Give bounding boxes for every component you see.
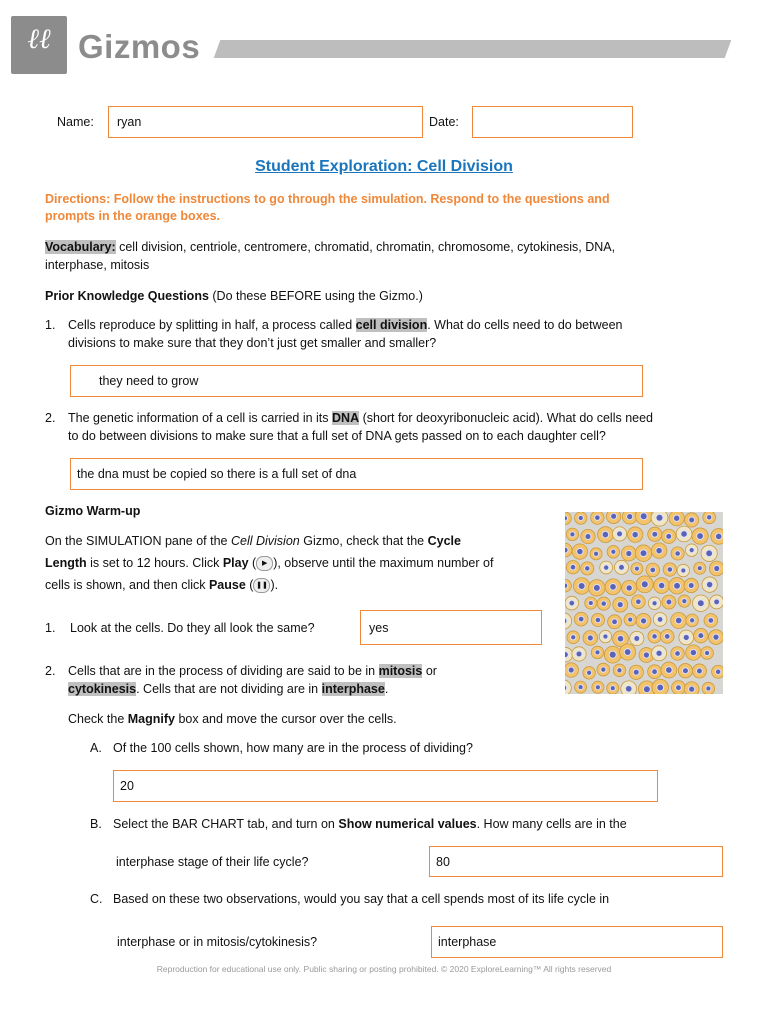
part-c-answer-field[interactable]: interphase: [431, 926, 723, 958]
cell-nucleus: [617, 601, 623, 607]
cell-nucleus: [624, 649, 631, 656]
cell-nucleus: [578, 685, 583, 690]
cell-nucleus: [576, 651, 582, 657]
cell-nucleus: [578, 583, 585, 590]
cell-nucleus: [565, 516, 568, 521]
cell-nucleus: [674, 582, 681, 589]
cell-nucleus: [688, 582, 694, 588]
cell-nucleus: [609, 651, 616, 658]
cell-nucleus: [626, 550, 632, 556]
cell-nucleus: [715, 669, 720, 674]
cell-nucleus: [690, 649, 696, 655]
q1-answer-field[interactable]: they need to grow: [70, 365, 643, 397]
cell-nucleus: [641, 581, 648, 588]
cell-nucleus: [698, 633, 704, 639]
cell-nucleus: [617, 531, 623, 537]
cell-nucleus: [708, 618, 714, 624]
cell-nucleus: [676, 685, 682, 691]
cell-nucleus: [683, 634, 689, 640]
vocabulary-line-2: interphase, mitosis: [45, 258, 150, 272]
cell-nucleus: [713, 634, 719, 640]
cell-nucleus: [652, 531, 658, 537]
cell-nucleus: [714, 599, 720, 605]
play-icon: ▶: [256, 556, 273, 571]
cell-nucleus: [657, 617, 663, 623]
warmup-heading: Gizmo Warm-up: [45, 504, 141, 518]
cell-nucleus: [689, 548, 694, 553]
part-a-text: Of the 100 cells shown, how many are in the process of dividing?: [113, 741, 473, 755]
w1-text: Look at the cells. Do they all look the same?: [70, 621, 315, 635]
cell-nucleus: [617, 668, 622, 673]
cell-nucleus: [594, 551, 599, 556]
part-c-label: C.: [90, 892, 103, 906]
cells-simulation-image: [565, 512, 723, 694]
q2-number: 2.: [45, 411, 56, 425]
q1-text-line-1: Cells reproduce by splitting in half, a process called cell division. What do cells need to do between: [68, 318, 623, 332]
q1-text-line-2: divisions to make sure that they don’t just get smaller and smaller?: [68, 336, 437, 350]
cell-nucleus: [640, 550, 647, 557]
cell-nucleus: [643, 686, 650, 693]
w2-text-line-2: cytokinesis. Cells that are not dividing are in interphase.: [68, 682, 389, 696]
part-a-answer-field[interactable]: 20: [113, 770, 658, 802]
cell-nucleus: [656, 650, 662, 656]
cell-nucleus: [595, 617, 601, 623]
cell-nucleus: [588, 601, 593, 606]
cell-nucleus: [570, 564, 576, 570]
cell-nucleus: [633, 669, 639, 675]
cell-nucleus: [675, 551, 681, 557]
cell-nucleus: [706, 581, 712, 587]
part-b-answer-field[interactable]: 80: [429, 846, 723, 877]
cell-nucleus: [601, 601, 607, 607]
cell-nucleus: [568, 667, 574, 673]
cell-nucleus: [666, 667, 673, 674]
cell-nucleus: [584, 566, 590, 572]
q2-text-line-2: to do between divisions to make sure that a full set of DNA gets passed on to each daughter cell?: [68, 429, 606, 443]
part-b-text-line-2: interphase stage of their life cycle?: [116, 855, 309, 869]
brand-name: Gizmos: [78, 28, 201, 65]
cell-nucleus: [706, 686, 711, 691]
page-title: Student Exploration: Cell Division: [255, 158, 513, 175]
cell-nucleus: [652, 634, 658, 640]
part-a-label: A.: [90, 741, 102, 755]
prior-knowledge-heading: Prior Knowledge Questions (Do these BEFORE using the Gizmo.): [45, 289, 423, 303]
part-b-text-line-1: Select the BAR CHART tab, and turn on Show numerical values. How many cells are in the: [113, 817, 627, 831]
cell-nucleus: [697, 600, 704, 607]
cell-nucleus: [704, 650, 709, 655]
q2-answer-field[interactable]: the dna must be copied so there is a full set of dna: [70, 458, 643, 490]
cell-nucleus: [610, 583, 617, 590]
cell-nucleus: [595, 515, 601, 521]
pause-icon: ❚❚: [253, 578, 270, 593]
el-logo-icon: ℓℓ: [27, 22, 51, 55]
cell-nucleus: [626, 585, 632, 591]
cell-nucleus: [632, 531, 638, 537]
part-c-text-line-1: Based on these two observations, would you say that a cell spends most of its life cycle in: [113, 892, 610, 906]
cell-nucleus: [666, 599, 672, 605]
w1-answer-field[interactable]: yes: [360, 610, 542, 645]
cell-nucleus: [707, 515, 712, 520]
cell-nucleus: [595, 685, 600, 690]
directions-line-1: Directions: Follow the instructions to go through the simulation. Respond to the questions and: [45, 192, 610, 206]
cell-nucleus: [706, 550, 713, 557]
cell-nucleus: [650, 567, 656, 573]
cell-nucleus: [640, 618, 646, 624]
cell-nucleus: [643, 652, 649, 658]
cell-nucleus: [652, 669, 658, 675]
cell-nucleus: [656, 514, 663, 521]
cell-nucleus: [571, 635, 576, 640]
part-b-label: B.: [90, 817, 102, 831]
cell-nucleus: [689, 618, 694, 623]
warmup-line-2: Length is set to 12 hours. Click Play ( ▶ ), observe until the maximum number of: [45, 556, 494, 570]
header-bar: [214, 40, 732, 58]
cell-nucleus: [640, 513, 647, 520]
cell-nucleus: [697, 533, 704, 540]
cell-nucleus: [696, 668, 702, 674]
cell-nucleus: [697, 566, 702, 571]
cell-nucleus: [681, 531, 688, 538]
cell-nucleus: [689, 517, 695, 523]
cell-nucleus: [664, 634, 670, 640]
cell-nucleus: [565, 652, 568, 658]
cell-nucleus: [673, 515, 679, 521]
copyright-footer: Reproduction for educational use only. Public sharing or posting prohibited. © 2020 ExploreLearning™ All rights reserved: [156, 964, 612, 974]
cell-nucleus: [666, 533, 672, 539]
cell-nucleus: [657, 684, 664, 691]
cell-nucleus: [658, 582, 665, 589]
directions-line-2: prompts in the orange boxes.: [45, 209, 221, 223]
cell-nucleus: [570, 532, 575, 537]
cell-nucleus: [652, 601, 657, 606]
cell-nucleus: [593, 584, 600, 591]
cell-nucleus: [603, 565, 608, 570]
cell-nucleus: [587, 635, 593, 641]
cell-nucleus: [602, 531, 609, 538]
date-field[interactable]: [472, 106, 633, 138]
cell-nucleus: [565, 583, 568, 588]
q2-text-line-1: The genetic information of a cell is carried in its DNA (short for deoxyribonucleic acid). What do cells need: [68, 411, 653, 425]
w2-text-line-1: Cells that are in the process of dividing are said to be in mitosis or: [68, 664, 437, 678]
cell-nucleus: [675, 651, 681, 657]
cell-nucleus: [627, 514, 633, 520]
vocabulary-line-1: Vocabulary: cell division, centriole, centromere, chromatid, chromatin, chromosome, cytokinesis, DNA,: [45, 240, 616, 254]
w2-number: 2.: [45, 664, 56, 678]
cell-nucleus: [656, 547, 663, 554]
cell-nucleus: [628, 617, 633, 622]
cell-nucleus: [585, 534, 591, 540]
cell-nucleus: [682, 599, 687, 604]
warmup-line-1: On the SIMULATION pane of the Cell Division Gizmo, check that the Cycle: [45, 534, 461, 548]
cell-nucleus: [634, 566, 639, 571]
warmup-line-3: cells is shown, and then click Pause ( ❚❚ ).: [45, 578, 279, 592]
cell-nucleus: [578, 515, 583, 520]
cell-nucleus: [617, 635, 624, 642]
cell-nucleus: [715, 533, 722, 540]
cell-nucleus: [610, 686, 615, 691]
cell-nucleus: [595, 650, 600, 655]
cell-nucleus: [714, 565, 720, 571]
w1-number: 1.: [45, 621, 56, 635]
cell-nucleus: [625, 685, 632, 692]
cell-nucleus: [601, 667, 606, 672]
cell-nucleus: [675, 617, 682, 624]
part-c-text-line-2: interphase or in mitosis/cytokinesis?: [117, 935, 318, 949]
cell-nucleus: [578, 616, 584, 622]
q1-number: 1.: [45, 318, 56, 332]
cell-nucleus: [667, 567, 673, 573]
cell-nucleus: [569, 600, 575, 606]
cell-nucleus: [612, 619, 618, 625]
cell-nucleus: [682, 668, 688, 674]
cell-nucleus: [635, 599, 641, 605]
cell-nucleus: [577, 548, 583, 554]
name-field[interactable]: ryan: [108, 106, 423, 138]
cell-nucleus: [603, 634, 608, 639]
cell-nucleus: [611, 513, 617, 519]
cell-nucleus: [586, 670, 591, 675]
magnify-instruction: Check the Magnify box and move the cursor over the cells.: [68, 712, 397, 726]
cell-nucleus: [689, 686, 695, 692]
cell-nucleus: [681, 568, 686, 573]
cell-nucleus: [611, 549, 616, 554]
name-label: Name:: [57, 115, 94, 129]
cell-nucleus: [565, 547, 568, 553]
cell-nucleus: [634, 635, 640, 641]
date-label: Date:: [429, 115, 459, 129]
cell-nucleus: [619, 564, 625, 570]
vocabulary-label: Vocabulary:: [45, 240, 116, 254]
